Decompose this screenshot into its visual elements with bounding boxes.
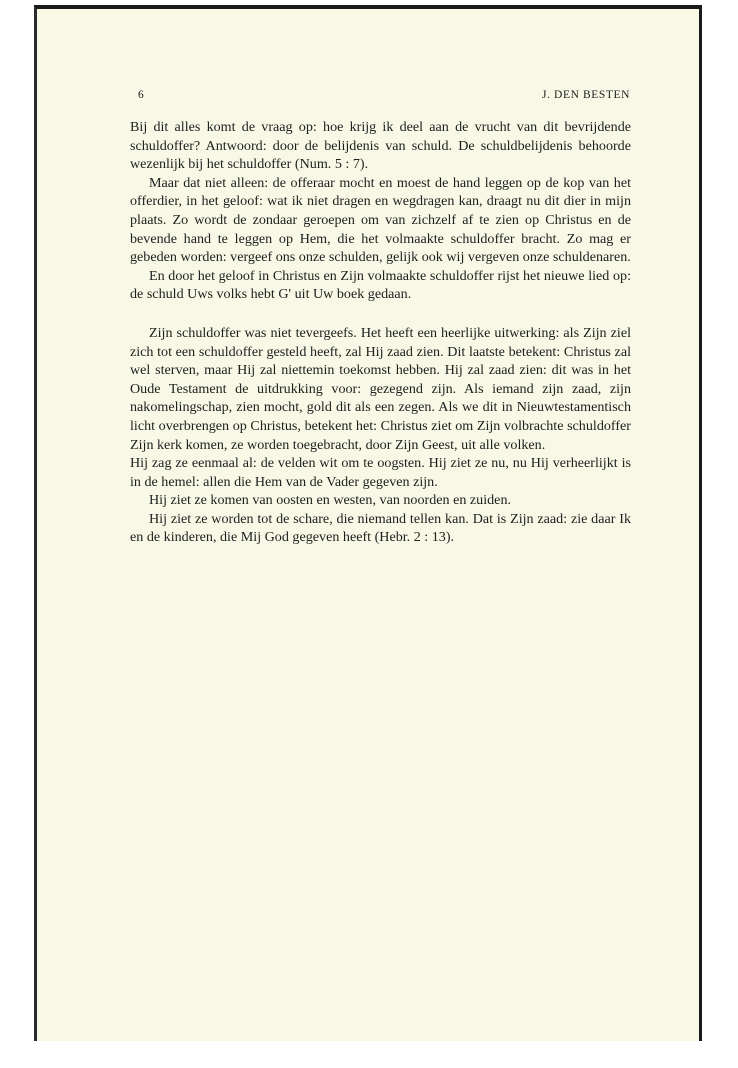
page-number: 6 bbox=[138, 89, 145, 101]
paragraph: Hij ziet ze komen van oosten en westen, van noorden en zuiden. bbox=[149, 492, 512, 509]
paragraph: Maar dat niet alleen: de offeraar mocht en moest de hand leggen op de kop van het offerdier, in het geloof: wat ik niet dragen en wegdragen kan, draagt nu dit dier in mijn plaats. Zo wordt de zondaar geroepen om van zichzelf af te zien op Christus en de bevende hand te leggen op Hem, die het volmaakte schuldoffer bracht. Zo mag er gebeden worden: vergeef ons onze schulden, gelijk ook wij vergeven onze schuldenaren. bbox=[130, 174, 631, 266]
running-head: J. DEN BESTEN bbox=[542, 89, 630, 101]
page-header bbox=[138, 89, 630, 105]
paragraph: Hij zag ze eenmaal al: de velden wit om te oogsten. Hij ziet ze nu, nu Hij verheerlijkt is in de hemel: allen die Hem van de Vader gegeven zijn. bbox=[130, 455, 631, 490]
paragraph: Bij dit alles komt de vraag op: hoe krijg ik deel aan de vrucht van dit bevrijdende schuldoffer? Antwoord: door de belijdenis van schuld. De schuldbelijdenis behoorde wezenlijk bij het schuldoffer (Num. 5 : 7). bbox=[130, 119, 631, 173]
paragraph: Hij ziet ze worden tot de schare, die niemand tellen kan. Dat is Zijn zaad: zie daar Ik en de kinderen, die Mij God gegeven heeft (Hebr. 2 : 13). bbox=[130, 510, 631, 546]
paragraph: Zijn schuldoffer was niet tevergeefs. Het heeft een heerlijke uitwerking: als Zijn ziel zich tot een schuldoffer gesteld heeft, zal Hij zaad zien. Dit laatste betekent: Christus zal wel sterven, maar Hij zal niettemin toekomst hebben. Hij zal zaad zien: dit was in het Oude Testament de uitdrukking voor: gezegend zijn. Als iemand zijn zaad, zijn nakomelingschap, zien mocht, gold dit als een zegen. Als we dit in Nieuwtestamentisch licht overbrengen op Christus, betekent het: Christus ziet om Zijn volbrachte schuldoffer Zijn kerk komen, ze worden toegebracht, door Zijn Geest, uit alle volken. bbox=[130, 324, 631, 453]
paragraph: En door het geloof in Christus en Zijn volmaakte schuldoffer rijst het nieuwe lied op: de schuld Uws volks hebt G' uit Uw boek gedaan. bbox=[130, 267, 631, 303]
body-text bbox=[130, 118, 631, 547]
